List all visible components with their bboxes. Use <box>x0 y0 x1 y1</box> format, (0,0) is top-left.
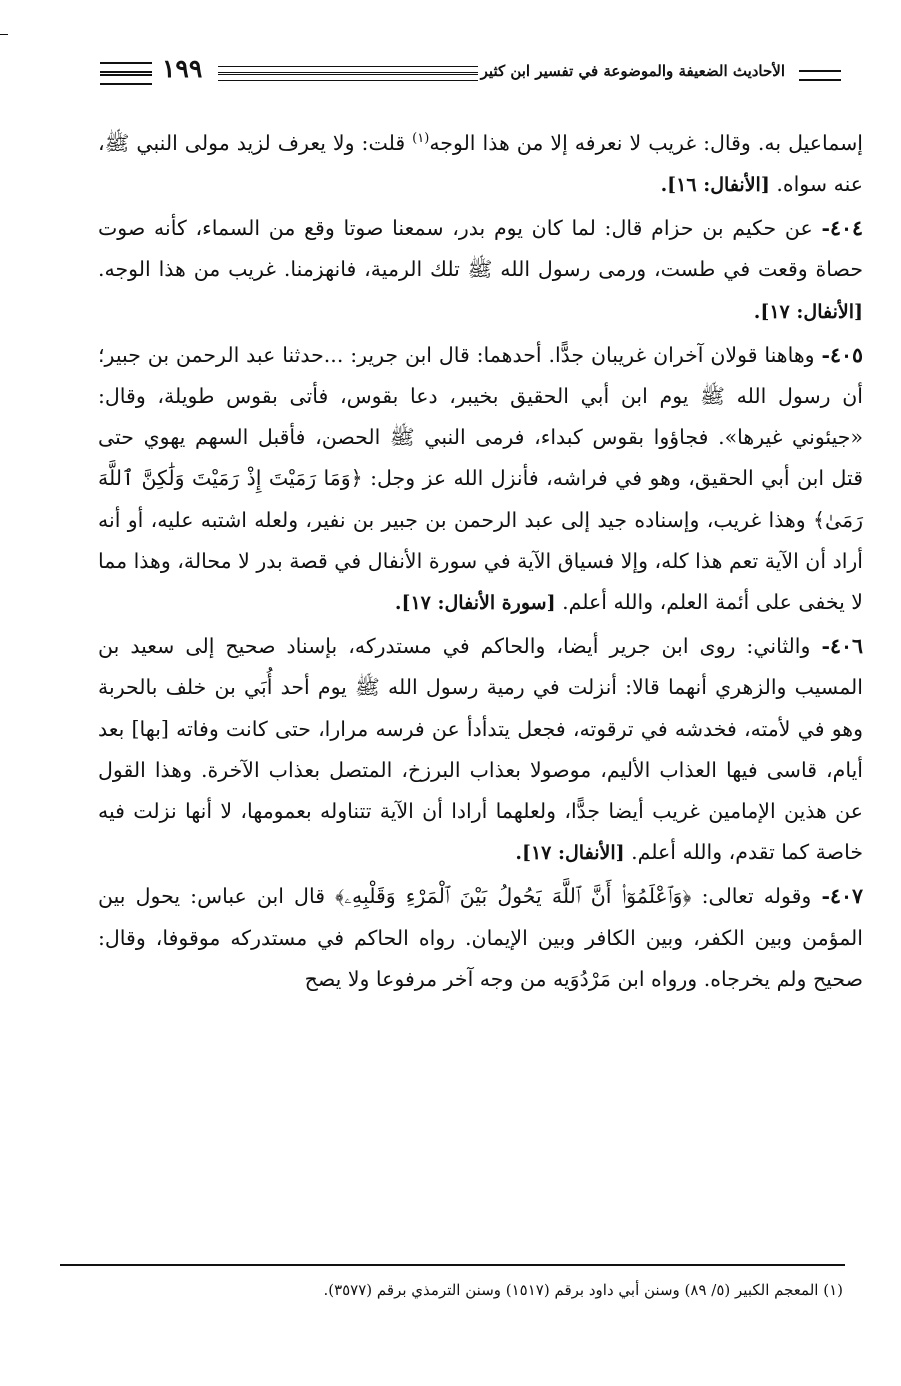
quran-verse: ﴿وَمَا رَمَيْتَ إِذْ رَمَيْتَ وَلَٰكِنَّ ٱللَّهَ رَمَىٰ﴾ <box>98 466 863 532</box>
page-header <box>100 52 841 92</box>
footnote-marker: (١) <box>412 131 430 146</box>
corner-mark <box>0 34 8 35</box>
header-rule-left <box>100 62 152 73</box>
hadith-number: ٤٠٧- <box>821 884 864 909</box>
header-rule-middle-2 <box>218 74 478 81</box>
header-rule-right <box>799 70 841 81</box>
verse-reference: [الأنفال: ١٧]. <box>753 300 863 323</box>
hadith-number: ٤٠٤- <box>821 216 863 241</box>
footnote: (١) المعجم الكبير (٥/ ٨٩) وسنن أبي داود برقم (١٥١٧) وسنن الترمذي برقم (٣٥٧٧). <box>323 1281 843 1299</box>
hadith-405: ٤٠٥- وهاهنا قولان آخران غريبان جدًّا. أحدهما: قال ابن جرير: ...حدثنا عبد الرحمن بن جبير؛ أن رسول الله ﷺ يوم ابن أبي الحقيق بخيبر، دعا بقوس، فأتى بقوس طويلة، وقال: «جيئوني غيرها». فجاؤوا بقوس كبداء، فرمى النبي ﷺ الحصن، فأقبل السهم يهوي حتى قتل ابن أبي الحقيق، وهو في فراشه، فأنزل الله عز وجل: ﴿وَمَا رَمَيْتَ إِذْ رَمَيْتَ وَلَٰكِنَّ ٱللَّهَ رَمَىٰ﴾ وهذا غريب، وإسناده جيد إلى عبد الرحمن بن جبير بن نفير، ولعله اشتبه عليه، أو أنه أراد أن الآية تعم هذا كله، وإلا فسياق الآية في سورة الأنفال في قصة بدر لا محالة، وهذا مما لا يخفى على أئمة العلم، والله أعلم. [سورة الأنفال: ١٧]. <box>98 342 863 615</box>
header-rule-left-2 <box>100 74 152 85</box>
running-title: الأحاديث الضعيفة والموضوعة في تفسير ابن كثير <box>480 62 785 80</box>
hadith-407: ٤٠٧- وقوله تعالى: ﴿وَٱعْلَمُوٓا۟ أَنَّ ٱللَّهَ يَحُولُ بَيْنَ ٱلْمَرْءِ وَقَلْبِهِۦ﴾ قال ابن عباس: يحول بين المؤمن وبين الكفر، وبين الكافر وبين الإيمان. رواه الحاكم في مستدركه موقوفا، وقال: صحيح ولم يخرجاه. ورواه ابن مَرْدُوَيه من وجه آخر مرفوعا ولا يصح <box>98 884 864 991</box>
hadith-406: ٤٠٦- والثاني: روى ابن جرير أيضا، والحاكم في مستدركه، بإسناد صحيح إلى سعيد بن المسيب والزهري أنهما قالا: أنزلت في رمية رسول الله ﷺ يوم أحد أُبَي بن خلف بالحربة وهو في لأمته، فخدشه في ترقوته، فجعل يتدأدأ عن فرسه مرارا، حتى كانت وفاته [بها] بعد أيام، قاسى فيها العذاب الأليم، موصولا بعذاب البرزخ، المتصل بعذاب الآخرة. وهذا القول عن هذين الإمامين غريب أيضا جدًّا، ولعلهما أرادا أن الآية تتناوله بعمومها، لا أنها نزلت فيه خاصة كما تقدم، والله أعلم. [الأنفال: ١٧]. <box>98 634 863 865</box>
paragraph-1: إسماعيل به. وقال: غريب لا نعرفه إلا من هذا الوجه$^{(١)}$ قلت: ولا يعرف لزيد مولى النبي ﷺ، عنه سواه. [الأنفال: ١٦]. <box>98 130 863 197</box>
page-number: ١٩٩ <box>162 54 203 83</box>
verse-reference: [الأنفال: ١٦]. <box>660 174 770 197</box>
hadith-number: ٤٠٥- <box>821 342 863 367</box>
verse-reference: [سورة الأنفال: ١٧]. <box>394 592 556 615</box>
page-body <box>98 118 863 1000</box>
footnote-divider <box>60 1264 845 1266</box>
hadith-number: ٤٠٦- <box>821 634 863 659</box>
hadith-404: ٤٠٤- عن حكيم بن حزام قال: لما كان يوم بدر، سمعنا صوتا وقع من السماء، كأنه صوت حصاة وقعت في طست، ورمى رسول الله ﷺ تلك الرمية، فانهزمنا. غريب من هذا الوجه. [الأنفال: ١٧]. <box>98 216 863 323</box>
header-rule-middle <box>218 66 478 73</box>
verse-reference: [الأنفال: ١٧]. <box>515 842 625 865</box>
quran-verse: ﴿وَٱعْلَمُوٓا۟ أَنَّ ٱللَّهَ يَحُولُ بَيْنَ ٱلْمَرْءِ وَقَلْبِهِۦ﴾ <box>335 884 692 909</box>
